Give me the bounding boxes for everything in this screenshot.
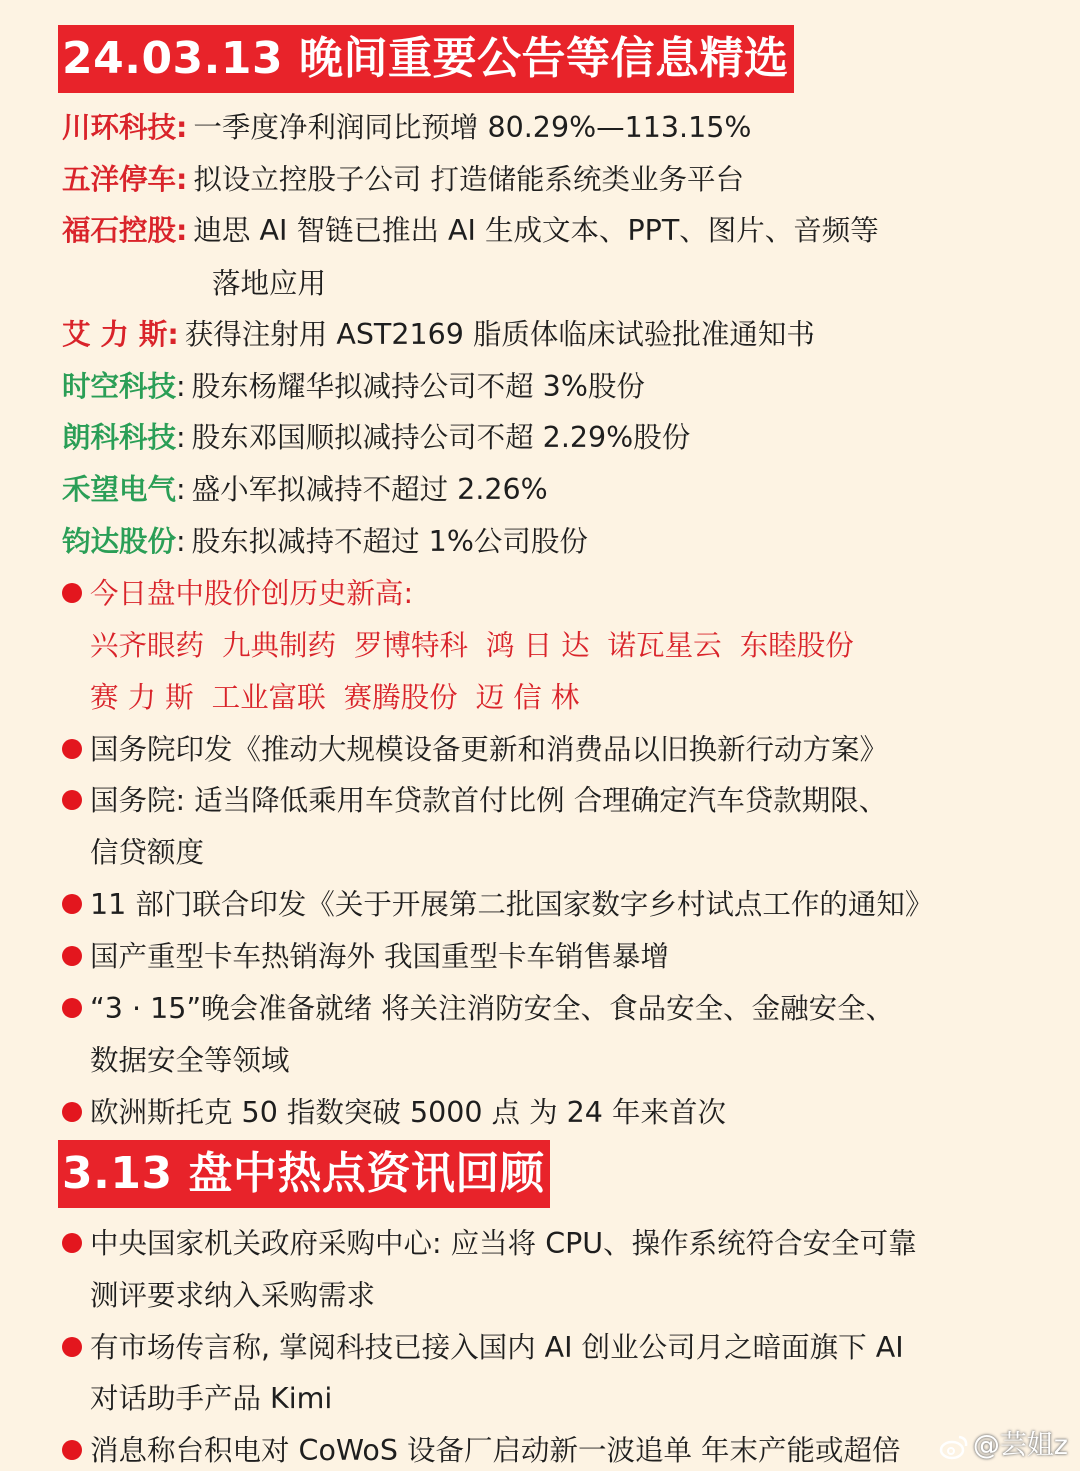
intraday-continuation: 对话助手产品 Kimi bbox=[90, 1382, 333, 1415]
weibo-watermark bbox=[939, 1428, 1068, 1464]
colon: : bbox=[176, 421, 186, 454]
stock-name: 赛 力 斯 bbox=[90, 681, 194, 714]
intraday-text: 中央国家机关政府采购中心: 应当将 CPU、操作系统符合安全可靠 bbox=[90, 1227, 917, 1260]
record-high-header bbox=[62, 574, 413, 614]
stock-name: 兴齐眼药 bbox=[90, 629, 205, 662]
announcement-text: 股东拟减持不超过 1%公司股份 bbox=[191, 525, 588, 558]
company-name: 福石控股 bbox=[62, 214, 177, 247]
stock-name: 罗博特科 bbox=[354, 629, 469, 662]
announcement-row bbox=[62, 160, 744, 200]
announcement-row bbox=[62, 367, 645, 407]
colon: : bbox=[176, 163, 188, 196]
news-item bbox=[62, 989, 894, 1029]
record-high-stocks-row-2 bbox=[90, 678, 597, 718]
announcement-row bbox=[62, 470, 548, 510]
bullet-icon bbox=[62, 583, 82, 603]
evening-banner: 24.03.13 晚间重要公告等信息精选 bbox=[58, 25, 794, 93]
news-item bbox=[62, 730, 888, 770]
company-name: 时空科技 bbox=[62, 370, 177, 403]
bullet-icon bbox=[62, 1102, 82, 1122]
news-text: 国产重型卡车热销海外 我国重型卡车销售暴增 bbox=[90, 940, 670, 973]
stock-name: 九典制药 bbox=[222, 629, 337, 662]
announcement-text: 一季度净利润同比预增 80.29%—113.15% bbox=[193, 111, 752, 144]
colon: : bbox=[176, 473, 186, 506]
watermark-text: @芸姐z bbox=[972, 1430, 1068, 1461]
bullet-icon bbox=[62, 946, 82, 966]
bullet-icon bbox=[62, 998, 82, 1018]
stock-name: 诺瓦星云 bbox=[607, 629, 722, 662]
intraday-item bbox=[62, 1224, 917, 1264]
news-text: 国务院印发《推动大规模设备更新和消费品以旧换新行动方案》 bbox=[90, 733, 889, 766]
news-text: 欧洲斯托克 50 指数突破 5000 点 为 24 年来首次 bbox=[90, 1096, 726, 1129]
announcement-text: 股东邓国顺拟减持公司不超 2.29%股份 bbox=[191, 421, 691, 454]
news-item bbox=[62, 885, 933, 925]
intraday-item bbox=[62, 1431, 901, 1471]
colon: : bbox=[176, 370, 186, 403]
intraday-continuation: 测评要求纳入采购需求 bbox=[90, 1279, 376, 1312]
news-continuation: 数据安全等领域 bbox=[90, 1044, 290, 1077]
colon: : bbox=[176, 525, 186, 558]
news-text: 国务院: 适当降低乘用车贷款首付比例 合理确定汽车贷款期限、 bbox=[90, 784, 888, 817]
company-name: 朗科科技 bbox=[62, 421, 177, 454]
announcement-text: 盛小军拟减持不超过 2.26% bbox=[191, 473, 548, 506]
weibo-logo-icon bbox=[939, 1434, 969, 1460]
record-high-title: 今日盘中股价创历史新高: bbox=[90, 577, 414, 610]
stock-name: 东睦股份 bbox=[739, 629, 854, 662]
colon: : bbox=[176, 111, 188, 144]
announcement-text: 拟设立控股子公司 打造储能系统类业务平台 bbox=[193, 163, 744, 196]
bullet-icon bbox=[62, 894, 82, 914]
colon: : bbox=[176, 214, 188, 247]
record-high-stocks-row-1 bbox=[90, 626, 872, 666]
news-item bbox=[62, 781, 887, 821]
news-continuation: 信贷额度 bbox=[90, 836, 205, 869]
company-name: 川环科技 bbox=[62, 111, 177, 144]
bullet-icon bbox=[62, 1233, 82, 1253]
colon: : bbox=[167, 318, 179, 351]
announcement-row bbox=[62, 108, 751, 148]
news-item bbox=[62, 937, 669, 977]
company-name: 艾 力 斯 bbox=[62, 318, 168, 351]
announcement-row bbox=[62, 418, 690, 458]
bullet-icon bbox=[62, 1337, 82, 1357]
news-text: “3 · 15”晚会准备就绪 将关注消防安全、食品安全、金融安全、 bbox=[90, 992, 895, 1025]
company-name: 钧达股份 bbox=[62, 525, 177, 558]
announcement-row bbox=[62, 522, 588, 562]
company-name: 禾望电气 bbox=[62, 473, 177, 506]
stock-name: 鸿 日 达 bbox=[486, 629, 590, 662]
stock-name: 迈 信 林 bbox=[475, 681, 580, 714]
bullet-icon bbox=[62, 790, 82, 810]
announcement-continuation: 落地应用 bbox=[212, 267, 327, 300]
announcement-text: 获得注射用 AST2169 脂质体临床试验批准通知书 bbox=[184, 318, 815, 351]
news-item bbox=[62, 1093, 726, 1133]
announcement-row bbox=[62, 315, 815, 355]
news-text: 11 部门联合印发《关于开展第二批国家数字乡村试点工作的通知》 bbox=[90, 888, 934, 921]
stock-name: 赛腾股份 bbox=[343, 681, 458, 714]
intraday-text: 消息称台积电对 CoWoS 设备厂启动新一波追单 年末产能或超倍 bbox=[90, 1434, 901, 1467]
intraday-text: 有市场传言称, 掌阅科技已接入国内 AI 创业公司月之暗面旗下 AI bbox=[90, 1331, 904, 1364]
intraday-item bbox=[62, 1328, 904, 1368]
intraday-banner: 3.13 盘中热点资讯回顾 bbox=[58, 1140, 550, 1208]
bullet-icon bbox=[62, 739, 82, 759]
announcement-text: 迪思 AI 智链已推出 AI 生成文本、PPT、图片、音频等 bbox=[193, 214, 879, 247]
stock-name: 工业富联 bbox=[211, 681, 326, 714]
bullet-icon bbox=[62, 1440, 82, 1460]
announcement-text: 股东杨耀华拟减持公司不超 3%股份 bbox=[191, 370, 645, 403]
company-name: 五洋停车 bbox=[62, 163, 177, 196]
announcement-row bbox=[62, 211, 879, 251]
